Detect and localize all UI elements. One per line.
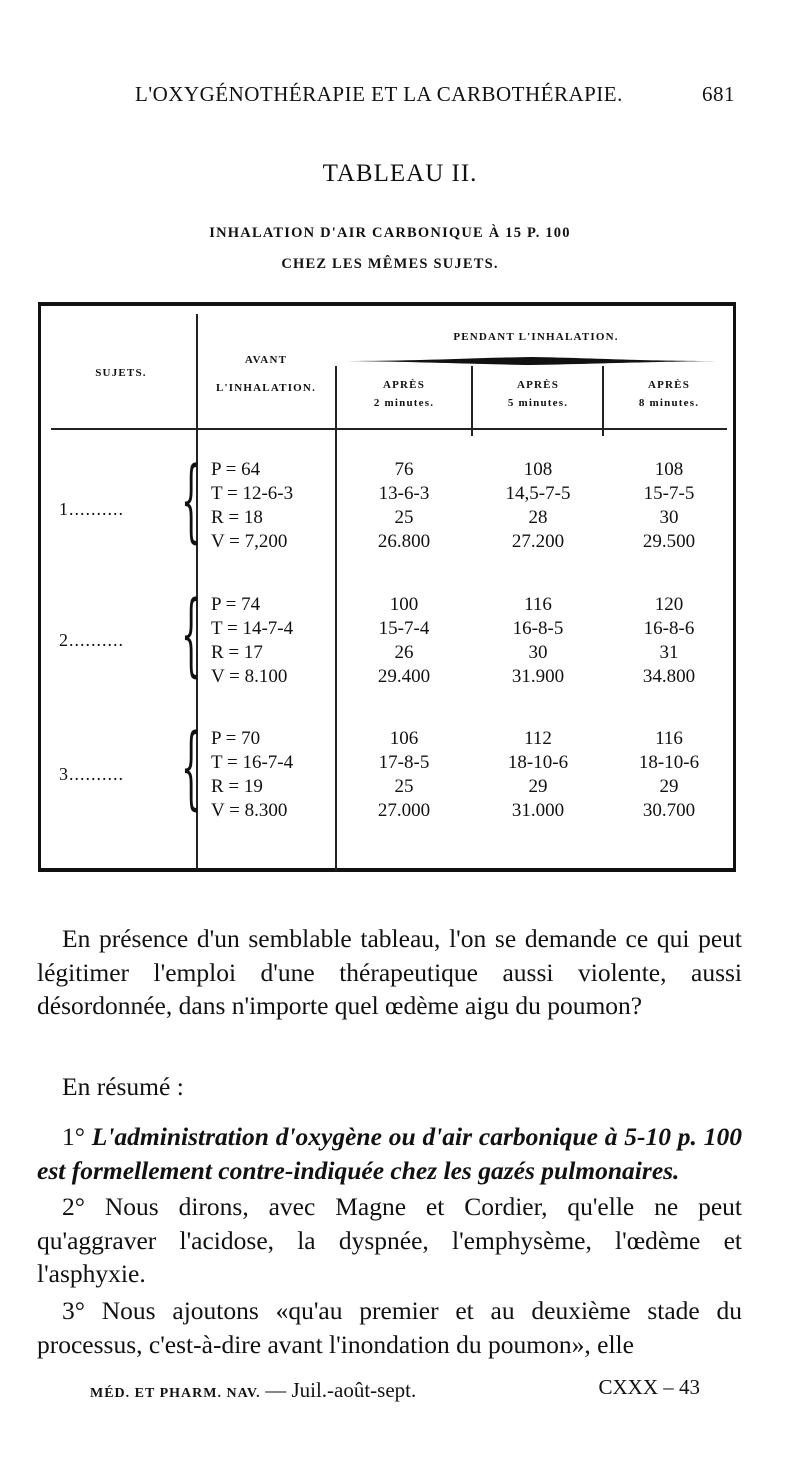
m2-v: 26.800 <box>377 531 431 552</box>
m5-t: 14,5-7-5 <box>505 483 571 504</box>
item-1-text: L'administration d'oxygène ou d'air carbonique à 5-10 p. 100 est formellement contre-indiquée chez les gazés pulmonaires. <box>37 1122 742 1185</box>
m2-v: 27.000 <box>377 800 431 821</box>
item-1-number: 1° <box>62 1122 85 1151</box>
m2-r: 26 <box>394 642 414 663</box>
header-avant: AVANT <box>244 354 288 366</box>
subject-label: 1.......... <box>59 499 124 519</box>
m8-v: 29.500 <box>642 531 696 552</box>
m2-t: 15-7-4 <box>378 618 430 639</box>
m8-p: 108 <box>654 459 684 480</box>
m8-r: 30 <box>659 507 679 528</box>
m2-t: 17-8-5 <box>378 752 430 773</box>
before-v: V = 8.300 <box>211 800 288 821</box>
before-v: V = 8.100 <box>211 666 288 687</box>
page-number: 681 <box>702 82 735 106</box>
before-p: P = 64 <box>211 459 261 480</box>
m8-v: 34.800 <box>642 666 696 687</box>
m5-p: 108 <box>523 459 553 480</box>
footer-dates: — Juil.-août-sept. <box>265 1378 417 1402</box>
table-subtitle-line1: INHALATION D'AIR CARBONIQUE À 15 P. 100 <box>209 225 571 241</box>
footer-journal <box>90 1378 416 1403</box>
m5-v: 31.000 <box>511 800 565 821</box>
m2-p: 106 <box>389 728 419 749</box>
header-apres-8: APRÈS <box>647 379 691 391</box>
header-apres-5: APRÈS <box>516 379 560 391</box>
summary-heading <box>37 1070 742 1104</box>
m5-v: 31.900 <box>511 666 565 687</box>
m2-r: 25 <box>394 776 414 797</box>
before-p: P = 70 <box>211 728 261 749</box>
summary-item-2 <box>37 1190 742 1291</box>
summary-item-1 <box>37 1120 742 1187</box>
table-subtitle-line2: CHEZ LES MÊMES SUJETS. <box>281 256 499 272</box>
before-v: V = 7,200 <box>211 531 288 552</box>
brace-symbol: { <box>181 448 202 553</box>
summary-item-3 <box>37 1294 742 1361</box>
brace-symbol: { <box>181 582 202 687</box>
header-rule <box>51 428 727 430</box>
m8-t: 16-8-6 <box>643 618 695 639</box>
before-r: R = 18 <box>211 507 263 528</box>
m5-r: 30 <box>528 642 548 663</box>
m5-t: 16-8-5 <box>512 618 564 639</box>
before-t: T = 14-7-4 <box>211 618 294 639</box>
m2-p: 76 <box>394 459 414 480</box>
m8-p: 120 <box>654 594 684 615</box>
m2-v: 29.400 <box>377 666 431 687</box>
footer-signature: CXXX – 43 <box>598 1375 700 1399</box>
m5-v: 27.200 <box>511 531 565 552</box>
header-sujets: SUJETS. <box>95 367 147 379</box>
m2-r: 25 <box>394 507 414 528</box>
header-8-minutes: 8 minutes. <box>638 397 700 409</box>
header-pendant: PENDANT L'INHALATION. <box>453 331 619 343</box>
before-t: T = 16-7-4 <box>211 752 294 773</box>
m2-p: 100 <box>389 594 419 615</box>
item-3-number: 3° <box>62 1296 85 1325</box>
header-5-minutes: 5 minutes. <box>507 397 569 409</box>
item-2-text: Nous dirons, avec Magne et Cordier, qu'elle ne peut qu'aggraver l'acidose, la dyspnée, l'emphysème, l'œdème et l'asphyxie. <box>37 1192 742 1288</box>
m5-p: 112 <box>524 728 552 749</box>
before-p: P = 74 <box>211 594 261 615</box>
subject-label: 3.......... <box>59 764 124 784</box>
m8-t: 18-10-6 <box>638 752 700 773</box>
summary-heading-text: En résumé : <box>62 1072 184 1101</box>
before-r: R = 19 <box>211 776 263 797</box>
m2-t: 13-6-3 <box>378 483 430 504</box>
table-label: TABLEAU II. <box>322 160 478 187</box>
pendant-flourish <box>346 350 716 354</box>
subject-label: 2.......... <box>59 630 124 650</box>
m8-v: 30.700 <box>642 800 696 821</box>
data-table <box>38 302 736 872</box>
header-2-minutes: 2 minutes. <box>373 397 435 409</box>
running-head <box>135 82 735 112</box>
brace-symbol: { <box>181 715 202 820</box>
paragraph-1-text: En présence d'un semblable tableau, l'on se demande ce qui peut légitimer l'emploi d'une thérapeutique aussi violente, aussi désordonnée, dans n'importe quel œdème aigu du poumon? <box>37 924 742 1020</box>
header-apres-2: APRÈS <box>382 379 426 391</box>
before-r: R = 17 <box>211 642 263 663</box>
m5-r: 28 <box>528 507 548 528</box>
m8-p: 116 <box>655 728 683 749</box>
paragraph-1 <box>37 922 742 1023</box>
m8-r: 31 <box>659 642 679 663</box>
footer-journal-name: MÉD. ET PHARM. NAV. <box>90 1386 261 1401</box>
m8-r: 29 <box>659 776 679 797</box>
m5-p: 116 <box>524 594 552 615</box>
running-title: L'OXYGÉNOTHÉRAPIE ET LA CARBOTHÉRAPIE. <box>135 82 623 106</box>
item-2-number: 2° <box>62 1192 85 1221</box>
m8-t: 15-7-5 <box>643 483 695 504</box>
m5-r: 29 <box>528 776 548 797</box>
m5-t: 18-10-6 <box>507 752 569 773</box>
header-avant-inhalation: L'INHALATION. <box>215 382 317 394</box>
item-3-text: Nous ajoutons «qu'au premier et au deuxième stade du processus, c'est-à-dire avant l'inondation du poumon», elle <box>37 1296 742 1359</box>
before-t: T = 12-6-3 <box>211 483 294 504</box>
